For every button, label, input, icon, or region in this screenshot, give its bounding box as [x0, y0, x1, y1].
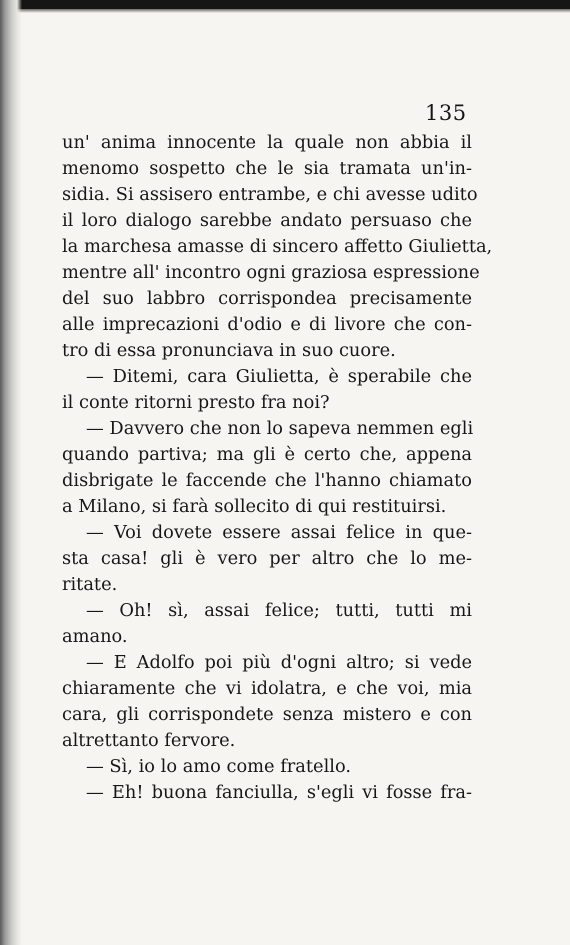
text-line: a Milano, si farà sollecito di qui restituirsi.	[62, 496, 447, 517]
page-binding-shadow	[0, 0, 22, 945]
text-line: quando partiva; ma gli è certo che, appena	[62, 444, 472, 465]
text-line: cara, gli corrispondete senza mistero e con	[62, 704, 472, 725]
text-line: — Ditemi, cara Giulietta, è sperabile che	[86, 366, 472, 387]
text-line: — E Adolfo poi più d'ogni altro; si vede	[86, 652, 472, 673]
text-line: un' anima innocente la quale non abbia il	[62, 132, 472, 153]
text-line: chiaramente che vi idolatra, e che voi, mia	[62, 678, 472, 699]
text-line: — Davvero che non lo sapeva nemmen egli	[86, 418, 474, 439]
page-number: 135	[425, 101, 467, 125]
text-line: tro di essa pronunciava in suo cuore.	[62, 340, 396, 361]
text-line: — Oh! sì, assai felice; tutti, tutti mi	[86, 600, 472, 621]
text-line: la marchesa amasse di sincero affetto Giulietta,	[62, 236, 493, 257]
text-line: ritate.	[62, 574, 118, 595]
body-text	[62, 130, 493, 806]
text-line: mentre all' incontro ogni graziosa espressione	[62, 262, 480, 283]
scan-top-edge	[0, 0, 570, 9]
text-line: del suo labbro corrispondea precisamente	[62, 288, 472, 309]
text-line: altrettanto fervore.	[62, 730, 236, 751]
text-line: sta casa! gli è vero per altro che lo me-	[62, 548, 472, 569]
text-line: — Voi dovete essere assai felice in que-	[86, 522, 472, 543]
text-line: sidia. Si assisero entrambe, e chi avesse udito	[62, 184, 478, 205]
text-line: — Eh! buona fanciulla, s'egli vi fosse fra-	[86, 782, 472, 803]
text-line: alle imprecazioni d'odio e di livore che con-	[62, 314, 472, 335]
text-line: menomo sospetto che le sia tramata un'in-	[62, 158, 472, 179]
text-line: il loro dialogo sarebbe andato persuaso che	[62, 210, 472, 231]
text-line: il conte ritorni presto fra noi?	[62, 392, 330, 413]
text-line: disbrigate le faccende che l'hanno chiamato	[62, 470, 472, 491]
text-line: amano.	[62, 626, 128, 647]
text-line: — Sì, io lo amo come fratello.	[86, 756, 351, 777]
